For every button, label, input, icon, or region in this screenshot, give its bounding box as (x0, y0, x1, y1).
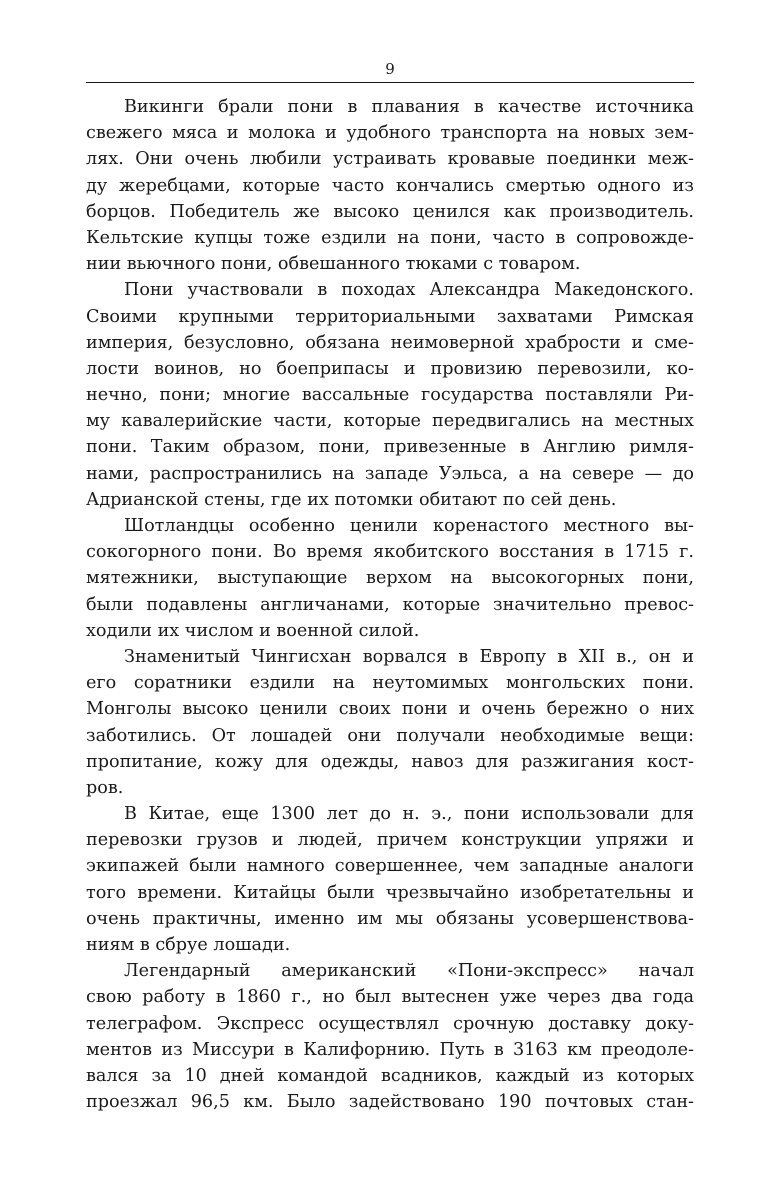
text-line: пропитание, кожу для одежды, навоз для разжигания кост- (86, 751, 694, 772)
text-line: свежего мяса и молока и удобного транспорта на новых зем- (86, 123, 694, 144)
text-line: ходили их числом и военной силой. (86, 620, 420, 641)
text-line: перевозки грузов и людей, причем конструкции упряжи и (86, 830, 694, 851)
body-text (86, 94, 694, 1115)
text-line: экипажей были намного совершеннее, чем западные аналоги (86, 856, 694, 877)
text-line: Пони участвовали в походах Александра Македонского. (124, 280, 694, 301)
text-line: Легендарный американский «Пони-экспресс» начал (124, 961, 694, 982)
text-line: ду жеребцами, которые часто кончались смертью одного из (86, 175, 694, 196)
text-line: сокогорного пони. Во время якобитского восстания в 1715 г. (86, 542, 694, 563)
text-line: телеграфом. Экспресс осуществлял срочную доставку доку- (86, 1013, 694, 1034)
text-line: заботились. От лошадей они получали необходимые вещи: (86, 725, 694, 746)
text-line: Знаменитый Чингисхан ворвался в Европу в XII в., он и (124, 646, 694, 667)
text-line: империя, безусловно, обязана неимоверной храбрости и сме- (86, 332, 694, 353)
page-number: 9 (385, 60, 395, 78)
text-line: Викинги брали пони в плавания в качестве источника (124, 97, 694, 117)
text-line: нии вьючного пони, обвешанного тюками с товаром. (86, 254, 581, 275)
text-line: лости воинов, но боеприпасы и провизию перевозили, ко- (86, 358, 694, 379)
text-line: ментов из Миссури в Калифорнию. Путь в 3163 км преодоле- (86, 1039, 694, 1060)
text-line: Адрианской стены, где их потомки обитают по сей день. (86, 489, 617, 510)
text-line: Кельтские купцы тоже ездили на пони, часто в сопровожде- (86, 227, 694, 248)
text-line: борцов. Победитель же высоко ценился как производитель. (86, 201, 694, 222)
text-line: очень практичны, именно им мы обязаны усовершенствова- (86, 908, 694, 929)
header-rule (86, 82, 694, 83)
text-line: ниям в сбруе лошади. (86, 935, 291, 955)
text-line: лях. Они очень любили устраивать кровавые поединки меж- (86, 149, 694, 170)
text-line: му кавалерийские части, которые передвигались на местных (86, 411, 694, 432)
text-line: мятежники, выступающие верхом на высокогорных пони, (86, 568, 694, 589)
text-line: Монголы высоко ценили своих пони и очень бережно о них (86, 699, 694, 720)
text-line: Своими крупными территориальными захватами Римская (86, 306, 694, 327)
text-line: нечно, пони; многие вассальные государства поставляли Ри- (86, 385, 694, 406)
text-line: вался за 10 дней командой всадников, каждый из которых (86, 1065, 694, 1086)
text-line: были подавлены англичанами, которые значительно превос- (86, 594, 694, 615)
text-line: проезжал 96,5 км. Было задействовано 190 почтовых стан- (86, 1092, 694, 1113)
text-line: нами, распространились на западе Уэльса, а на севере — до (86, 463, 694, 484)
text-line: В Китае, еще 1300 лет до н. э., пони использовали для (124, 804, 694, 825)
text-line: того времени. Китайцы были чрезвычайно изобретательны и (86, 882, 694, 903)
text-line: свою работу в 1860 г., но был вытеснен уже через два года (86, 987, 694, 1008)
text-line: его соратники ездили на неутомимых монгольских пони. (86, 673, 694, 694)
text-line: пони. Таким образом, пони, привезенные в Англию римля- (86, 437, 694, 458)
text-line: ров. (86, 777, 124, 798)
text-line: Шотландцы особенно ценили коренастого местного вы- (124, 516, 694, 536)
